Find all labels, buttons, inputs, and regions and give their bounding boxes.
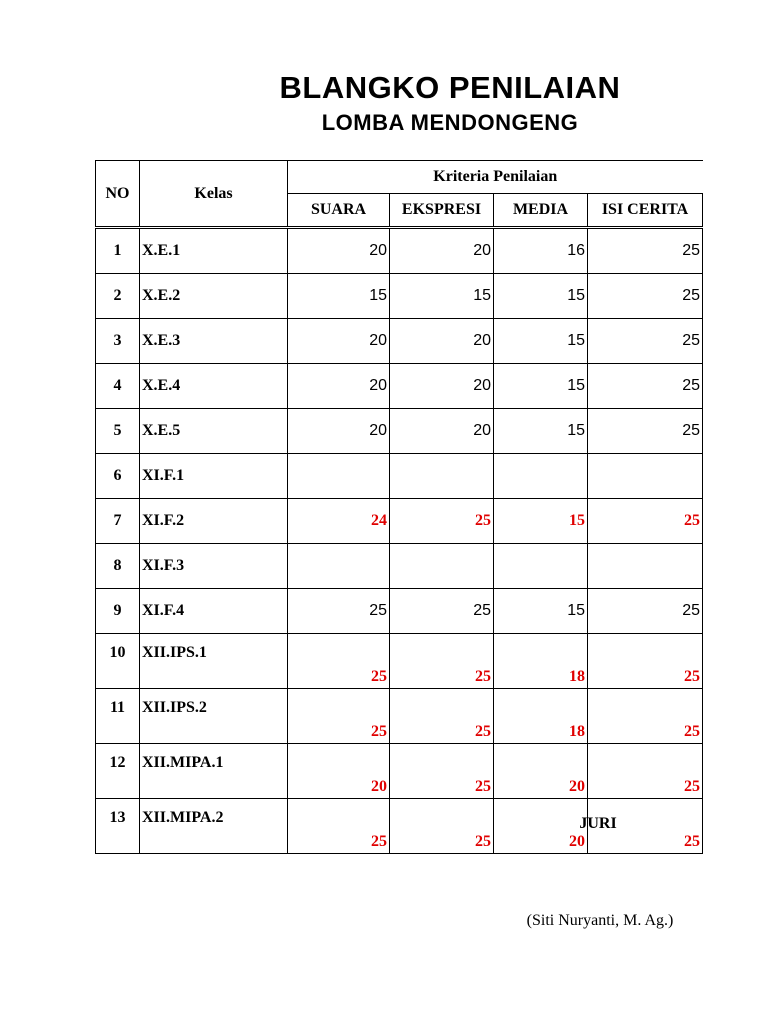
- score-isi-cerita: 25: [588, 744, 703, 799]
- row-number: 1: [96, 228, 140, 274]
- table-row: [96, 744, 703, 799]
- score-media: 18: [494, 689, 588, 744]
- column-header-ekspresi: EKSPRESI: [390, 194, 494, 228]
- row-number: 7: [96, 499, 140, 544]
- score-isi-cerita: 25: [588, 689, 703, 744]
- row-kelas: XI.F.1: [140, 454, 288, 499]
- table-row: [96, 364, 703, 409]
- score-ekspresi: 25: [390, 499, 494, 544]
- table-row: [96, 274, 703, 319]
- score-suara: [288, 544, 390, 589]
- table-row: [96, 409, 703, 454]
- score-media: 18: [494, 634, 588, 689]
- signer-name: (Siti Nuryanti, M. Ag.): [526, 912, 674, 929]
- row-number: 8: [96, 544, 140, 589]
- score-ekspresi: 25: [390, 744, 494, 799]
- score-ekspresi: [390, 454, 494, 499]
- score-ekspresi: 25: [390, 799, 494, 854]
- score-suara: 20: [288, 228, 390, 274]
- table-row: [96, 589, 703, 634]
- column-header-isi-cerita: ISI CERITA: [588, 194, 703, 228]
- score-media: 15: [494, 409, 588, 454]
- score-isi-cerita: [588, 454, 703, 499]
- row-kelas: XII.IPS.2: [140, 689, 288, 744]
- table-row: [96, 634, 703, 689]
- score-media: 15: [494, 364, 588, 409]
- score-isi-cerita: 25: [588, 799, 703, 854]
- score-isi-cerita: 25: [588, 319, 703, 364]
- row-number: 11: [96, 689, 140, 744]
- table-row: [96, 544, 703, 589]
- score-table-body: [96, 228, 703, 854]
- row-kelas: XII.MIPA.1: [140, 744, 288, 799]
- score-suara: 25: [288, 689, 390, 744]
- row-kelas: XI.F.4: [140, 589, 288, 634]
- score-ekspresi: 20: [390, 319, 494, 364]
- score-ekspresi: 20: [390, 364, 494, 409]
- row-kelas: X.E.4: [140, 364, 288, 409]
- score-media: 20: [494, 799, 588, 854]
- score-ekspresi: 15: [390, 274, 494, 319]
- score-suara: 24: [288, 499, 390, 544]
- row-number: 13: [96, 799, 140, 854]
- row-number: 10: [96, 634, 140, 689]
- row-kelas: X.E.3: [140, 319, 288, 364]
- table-row: [96, 228, 703, 274]
- score-isi-cerita: 25: [588, 409, 703, 454]
- score-ekspresi: [390, 544, 494, 589]
- score-suara: 20: [288, 364, 390, 409]
- row-kelas: X.E.2: [140, 274, 288, 319]
- score-media: 20: [494, 744, 588, 799]
- row-kelas: XII.MIPA.2: [140, 799, 288, 854]
- juri-label: JURI: [579, 815, 617, 832]
- score-suara: 25: [288, 634, 390, 689]
- score-media: [494, 544, 588, 589]
- score-suara: [288, 454, 390, 499]
- table-row: [96, 319, 703, 364]
- score-media: 15: [494, 319, 588, 364]
- score-media: 15: [494, 589, 588, 634]
- score-isi-cerita: 25: [588, 274, 703, 319]
- score-ekspresi: 25: [390, 589, 494, 634]
- score-isi-cerita: 25: [588, 228, 703, 274]
- row-number: 3: [96, 319, 140, 364]
- score-media: [494, 454, 588, 499]
- score-suara: 25: [288, 799, 390, 854]
- score-suara: 20: [288, 744, 390, 799]
- column-header-suara: SUARA: [288, 194, 390, 228]
- score-ekspresi: 20: [390, 409, 494, 454]
- row-kelas: X.E.1: [140, 228, 288, 274]
- score-suara: 15: [288, 274, 390, 319]
- column-group-kriteria: Kriteria Penilaian: [288, 161, 703, 194]
- score-media: 15: [494, 274, 588, 319]
- score-ekspresi: 25: [390, 689, 494, 744]
- score-ekspresi: 25: [390, 634, 494, 689]
- row-kelas: XI.F.3: [140, 544, 288, 589]
- row-kelas: XII.IPS.1: [140, 634, 288, 689]
- score-table: [95, 160, 703, 854]
- row-number: 2: [96, 274, 140, 319]
- row-number: 6: [96, 454, 140, 499]
- document-title: BLANGKO PENILAIAN: [279, 70, 621, 105]
- score-isi-cerita: 25: [588, 364, 703, 409]
- row-number: 5: [96, 409, 140, 454]
- column-header-media: MEDIA: [494, 194, 588, 228]
- score-isi-cerita: 25: [588, 499, 703, 544]
- score-suara: 25: [288, 589, 390, 634]
- column-header-kelas: Kelas: [140, 161, 288, 228]
- score-isi-cerita: [588, 544, 703, 589]
- score-isi-cerita: 25: [588, 634, 703, 689]
- row-number: 12: [96, 744, 140, 799]
- document-subtitle: LOMBA MENDONGENG: [321, 110, 579, 135]
- table-row: [96, 689, 703, 744]
- score-ekspresi: 20: [390, 228, 494, 274]
- score-suara: 20: [288, 319, 390, 364]
- column-header-no: NO: [96, 161, 140, 228]
- row-number: 4: [96, 364, 140, 409]
- score-media: 16: [494, 228, 588, 274]
- row-number: 9: [96, 589, 140, 634]
- score-suara: 20: [288, 409, 390, 454]
- score-isi-cerita: 25: [588, 589, 703, 634]
- row-kelas: XI.F.2: [140, 499, 288, 544]
- table-row: [96, 454, 703, 499]
- table-row: [96, 499, 703, 544]
- score-media: 15: [494, 499, 588, 544]
- row-kelas: X.E.5: [140, 409, 288, 454]
